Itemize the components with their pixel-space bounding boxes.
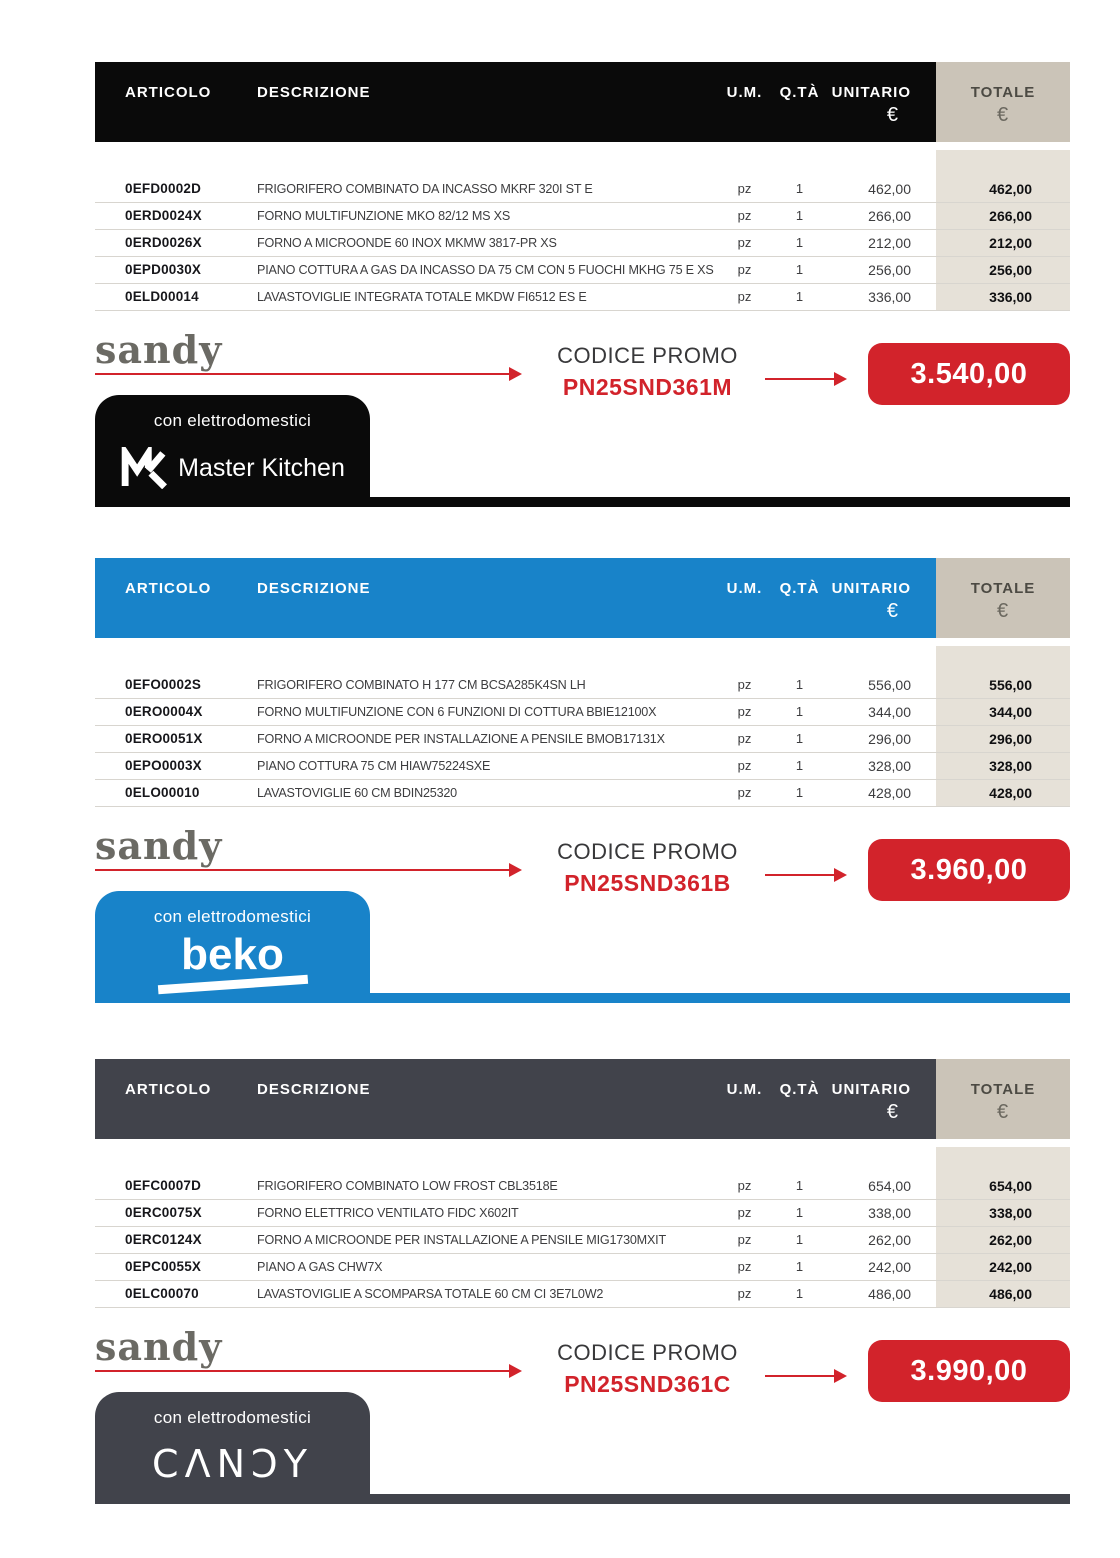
unit-price: 344,00 [868, 704, 911, 720]
arrow-line [95, 1370, 520, 1372]
header-body-gap [95, 1139, 1070, 1147]
unit-of-measure: pz [737, 677, 752, 692]
article-code: 0ELD00014 [125, 289, 199, 304]
euro-symbol: € [996, 1101, 1010, 1123]
table-row [95, 780, 1070, 807]
row-total: 266,00 [989, 208, 1032, 224]
column-header-articolo: ARTICOLO [125, 84, 212, 101]
promo-total-badge: 3.540,00 [868, 343, 1070, 405]
candy-wordmark: CΛNƆY [152, 1442, 313, 1486]
article-description: PIANO A GAS CHW7X [257, 1260, 383, 1274]
sandy-logo: sandy [95, 327, 223, 372]
table-body [95, 150, 1070, 311]
quantity: 1 [795, 1178, 804, 1193]
quantity: 1 [795, 677, 804, 692]
spacer-row [95, 150, 1070, 176]
unit-of-measure: pz [737, 1259, 752, 1274]
table-row [95, 753, 1070, 780]
unit-of-measure: pz [737, 289, 752, 304]
sections-root [95, 62, 1070, 1504]
unit-price: 296,00 [868, 731, 911, 747]
promo-arrow-icon [95, 869, 520, 871]
arrow-line [765, 1375, 845, 1377]
row-total: 242,00 [989, 1259, 1032, 1275]
totale-label: TOTALE [970, 84, 1036, 101]
arrow-line [95, 373, 520, 375]
column-header-totale [936, 558, 1070, 638]
brand-card [95, 1392, 370, 1504]
codice-promo-block [555, 829, 740, 897]
totale-label: TOTALE [970, 580, 1036, 597]
column-header-articolo: ARTICOLO [125, 1081, 212, 1098]
unit-price: 266,00 [868, 208, 911, 224]
article-description: FRIGORIFERO COMBINATO DA INCASSO MKRF 320I ST E [257, 182, 593, 196]
row-total: 212,00 [989, 235, 1032, 251]
article-code: 0EFC0007D [125, 1178, 202, 1193]
article-code: 0ERC0075X [125, 1205, 202, 1220]
row-total: 344,00 [989, 704, 1032, 720]
brand-tagline: con elettrodomestici [153, 1408, 312, 1427]
row-total: 428,00 [989, 785, 1032, 801]
quantity: 1 [795, 1232, 804, 1247]
column-header-qta: Q.TÀ [779, 1081, 820, 1098]
unit-price: 212,00 [868, 235, 911, 251]
row-total: 336,00 [989, 289, 1032, 305]
arrow-head-icon [834, 868, 847, 882]
article-code: 0ELO00010 [125, 785, 200, 800]
header-body-gap [95, 638, 1070, 646]
table-row [95, 176, 1070, 203]
brand-tagline: con elettrodomestici [153, 411, 312, 430]
article-description: FORNO ELETTRICO VENTILATO FIDC X602IT [257, 1206, 519, 1220]
arrow-line [95, 869, 520, 871]
unit-of-measure: pz [737, 785, 752, 800]
article-code: 0EPC0055X [125, 1259, 202, 1274]
total-arrow-icon [765, 874, 845, 876]
quantity: 1 [795, 758, 804, 773]
article-description: PIANO COTTURA A GAS DA INCASSO DA 75 CM CON 5 FUOCHI MKHG 75 E XS [257, 263, 714, 277]
column-header-unitario [827, 558, 936, 638]
column-header-um: U.M. [726, 580, 763, 597]
unit-price: 338,00 [868, 1205, 911, 1221]
table-row [95, 284, 1070, 311]
unitario-label: UNITARIO [831, 1081, 911, 1098]
sandy-logo: sandy [95, 1324, 223, 1369]
codice-promo-label: CODICE PROMO [557, 839, 738, 864]
article-code: 0ERD0026X [125, 235, 202, 250]
unit-of-measure: pz [737, 704, 752, 719]
table-row [95, 257, 1070, 284]
quantity: 1 [795, 1259, 804, 1274]
price-table [95, 558, 1070, 807]
codice-promo-label: CODICE PROMO [557, 1340, 738, 1365]
spacer-row [95, 1147, 1070, 1173]
unitario-label: UNITARIO [831, 580, 911, 597]
article-description: FORNO A MICROONDE PER INSTALLAZIONE A PENSILE BMOB17131X [257, 732, 665, 746]
promo-arrow-icon [95, 373, 520, 375]
table-row [95, 1173, 1070, 1200]
brand-banner [95, 891, 1070, 1003]
unit-of-measure: pz [737, 1232, 752, 1247]
codice-promo-label: CODICE PROMO [557, 343, 738, 368]
brand-tagline: con elettrodomestici [153, 907, 312, 926]
unit-price: 242,00 [868, 1259, 911, 1275]
article-description: FORNO MULTIFUNZIONE CON 6 FUNZIONI DI COTTURA BBIE12100X [257, 705, 657, 719]
quantity: 1 [795, 1286, 804, 1301]
quantity: 1 [795, 235, 804, 250]
table-row [95, 1281, 1070, 1308]
arrow-head-icon [834, 372, 847, 386]
unit-of-measure: pz [737, 181, 752, 196]
brand-section [95, 62, 1070, 507]
brand-section [95, 1059, 1070, 1504]
promo-code: PN25SND361M [562, 374, 733, 400]
row-total: 262,00 [989, 1232, 1032, 1248]
table-header [95, 1059, 1070, 1139]
column-header-articolo: ARTICOLO [125, 580, 212, 597]
unit-of-measure: pz [737, 758, 752, 773]
header-body-gap [95, 142, 1070, 150]
table-header [95, 62, 1070, 142]
column-header-unitario [827, 62, 936, 142]
row-total: 486,00 [989, 1286, 1032, 1302]
codice-promo-block [555, 333, 740, 401]
column-header-descrizione: DESCRIZIONE [257, 1081, 371, 1098]
price-table [95, 1059, 1070, 1308]
unit-price: 336,00 [868, 289, 911, 305]
article-description: PIANO COTTURA 75 CM HIAW75224SXE [257, 759, 491, 773]
row-total: 556,00 [989, 677, 1032, 693]
row-total: 338,00 [989, 1205, 1032, 1221]
beko-logo [95, 930, 370, 989]
euro-symbol: € [886, 1101, 899, 1123]
arrow-head-icon [509, 1364, 522, 1378]
article-description: LAVASTOVIGLIE INTEGRATA TOTALE MKDW FI6512 ES E [257, 290, 587, 304]
table-body [95, 646, 1070, 807]
mk-monogram-icon [120, 447, 168, 489]
brand-banner [95, 395, 1070, 507]
arrow-line [765, 874, 845, 876]
sandy-block [95, 327, 520, 375]
candy-logo [95, 1442, 370, 1486]
unit-of-measure: pz [737, 731, 752, 746]
article-code: 0EFO0002S [125, 677, 202, 692]
row-total: 462,00 [989, 181, 1032, 197]
promo-total-badge: 3.960,00 [868, 839, 1070, 901]
unit-price: 462,00 [868, 181, 911, 197]
master-kitchen-logo [95, 447, 370, 489]
unit-price: 428,00 [868, 785, 911, 801]
table-row [95, 726, 1070, 753]
unit-of-measure: pz [737, 1178, 752, 1193]
article-code: 0ERD0024X [125, 208, 202, 223]
unit-price: 654,00 [868, 1178, 911, 1194]
promo-code: PN25SND361C [564, 1371, 731, 1397]
promo-total-badge: 3.990,00 [868, 1340, 1070, 1402]
column-header-um: U.M. [726, 84, 763, 101]
unit-price: 328,00 [868, 758, 911, 774]
euro-symbol: € [886, 104, 899, 126]
column-header-totale [936, 1059, 1070, 1139]
total-arrow-icon [765, 1375, 845, 1377]
article-code: 0ERO0004X [125, 704, 203, 719]
article-description: FORNO A MICROONDE 60 INOX MKMW 3817-PR XS [257, 236, 557, 250]
promo-code: PN25SND361B [564, 870, 731, 896]
unit-of-measure: pz [737, 1205, 752, 1220]
quantity: 1 [795, 731, 804, 746]
table-body [95, 1147, 1070, 1308]
article-code: 0EPO0003X [125, 758, 202, 773]
quantity: 1 [795, 785, 804, 800]
article-description: FORNO MULTIFUNZIONE MKO 82/12 MS XS [257, 209, 511, 223]
arrow-head-icon [834, 1369, 847, 1383]
euro-symbol: € [996, 104, 1010, 126]
promo-arrow-icon [95, 1370, 520, 1372]
totale-label: TOTALE [970, 1081, 1036, 1098]
row-total: 328,00 [989, 758, 1032, 774]
arrow-head-icon [509, 367, 522, 381]
column-header-totale [936, 62, 1070, 142]
total-arrow-icon [765, 378, 845, 380]
unit-of-measure: pz [737, 262, 752, 277]
unit-of-measure: pz [737, 208, 752, 223]
euro-symbol: € [886, 600, 899, 622]
master-kitchen-wordmark: Master Kitchen [178, 453, 345, 482]
row-total: 654,00 [989, 1178, 1032, 1194]
sandy-logo: sandy [95, 823, 223, 868]
quantity: 1 [795, 704, 804, 719]
codice-promo-block [555, 1330, 740, 1398]
sandy-block [95, 823, 520, 871]
row-total: 296,00 [989, 731, 1032, 747]
article-code: 0EPD0030X [125, 262, 202, 277]
unit-of-measure: pz [737, 235, 752, 250]
table-row [95, 230, 1070, 257]
table-row [95, 672, 1070, 699]
column-header-qta: Q.TÀ [779, 84, 820, 101]
article-description: LAVASTOVIGLIE A SCOMPARSA TOTALE 60 CM CI 3E7L0W2 [257, 1287, 604, 1301]
column-header-qta: Q.TÀ [779, 580, 820, 597]
column-header-unitario [827, 1059, 936, 1139]
arrow-line [765, 378, 845, 380]
article-description: LAVASTOVIGLIE 60 CM BDIN25320 [257, 786, 457, 800]
sandy-block [95, 1324, 520, 1372]
unit-price: 486,00 [868, 1286, 911, 1302]
table-row [95, 699, 1070, 726]
quantity: 1 [795, 1205, 804, 1220]
table-row [95, 1254, 1070, 1281]
row-total: 256,00 [989, 262, 1032, 278]
article-code: 0ERC0124X [125, 1232, 202, 1247]
article-description: FRIGORIFERO COMBINATO LOW FROST CBL3518E [257, 1179, 558, 1193]
article-code: 0EFD0002D [125, 181, 202, 196]
unit-of-measure: pz [737, 1286, 752, 1301]
column-header-descrizione: DESCRIZIONE [257, 84, 371, 101]
article-code: 0ELC00070 [125, 1286, 199, 1301]
table-row [95, 203, 1070, 230]
article-code: 0ERO0051X [125, 731, 203, 746]
arrow-head-icon [509, 863, 522, 877]
price-table [95, 62, 1070, 311]
brand-section [95, 558, 1070, 1003]
quantity: 1 [795, 181, 804, 196]
article-description: FRIGORIFERO COMBINATO H 177 CM BCSA285K4SN LH [257, 678, 586, 692]
unitario-label: UNITARIO [831, 84, 911, 101]
quantity: 1 [795, 289, 804, 304]
table-row [95, 1227, 1070, 1254]
table-header [95, 558, 1070, 638]
column-header-um: U.M. [726, 1081, 763, 1098]
brand-card [95, 891, 370, 1003]
unit-price: 256,00 [868, 262, 911, 278]
article-description: FORNO A MICROONDE PER INSTALLAZIONE A PENSILE MIG1730MXIT [257, 1233, 666, 1247]
unit-price: 262,00 [868, 1232, 911, 1248]
unit-price: 556,00 [868, 677, 911, 693]
spacer-row [95, 646, 1070, 672]
beko-wordmark: beko [181, 930, 284, 979]
brand-banner [95, 1392, 1070, 1504]
quantity: 1 [795, 262, 804, 277]
table-row [95, 1200, 1070, 1227]
quantity: 1 [795, 208, 804, 223]
brand-card [95, 395, 370, 507]
euro-symbol: € [996, 600, 1010, 622]
price-list-page [95, 0, 1070, 1504]
column-header-descrizione: DESCRIZIONE [257, 580, 371, 597]
